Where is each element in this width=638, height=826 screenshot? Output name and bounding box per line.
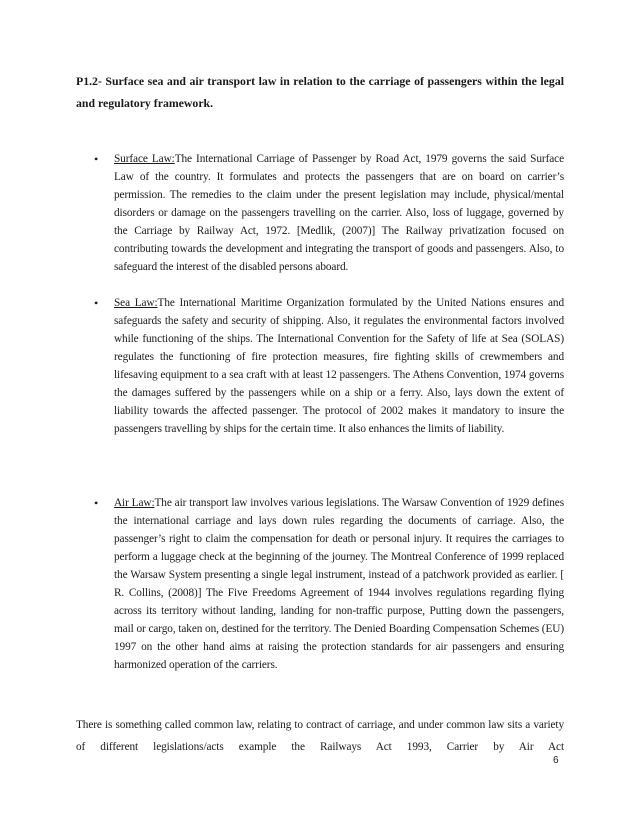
bullet-icon: • [94, 496, 99, 510]
list-item-body: The International Carriage of Passenger by Road Act, 1979 governs the said Surface Law of the country. It formulates and protects the passengers that are on board on carrier’s permission. The remedies to the claim under the present legislation may include, physical/mental disorders or damage on the passengers travelling on the carrier. Also, loss of luggage, governed by the Carriage by Railway Act, 1972. [Medlik, (2007)] The Railway privatization focused on contributing towards the development and integrating the transport of goods and passengers. Also, to safeguard the interest of the disabled persons aboard. [114, 153, 564, 273]
closing-paragraph: There is something called common law, relating to contract of carriage, and under common law sits a variety of different legislations/acts example the Railways Act 1993, Carrier by Air Act [76, 719, 564, 753]
list-item-text [114, 494, 564, 674]
list-item-text [114, 294, 564, 438]
list-item-label: Surface Law: [114, 153, 175, 165]
list-item-air-law [94, 494, 564, 674]
list-item-body: The International Maritime Organization formulated by the United Nations ensures and safeguards the safety and security of shipping. Also, it regulates the environmental factors involved while functioning of the ships. The International Convention for the Safety of life at Sea (SOLAS) regulates the functioning of fire protection measures, fire fighting skills of crewmembers and lifesaving equipment to a sea craft with at least 12 passengers. The Athens Convention, 1974 governs the damages suffered by the passengers while on a ship or a ferry. Also, lays down the extent of liability towards the affected passenger. The protocol of 2002 makes it mandatory to insure the passengers travelling by ships for the certain time. It also enhances the limits of liability. [114, 297, 564, 435]
list-item-label: Sea Law: [114, 297, 158, 309]
bullet-icon: • [94, 152, 99, 166]
list-item-sea-law [94, 294, 564, 438]
page-number: 6 [553, 755, 559, 766]
section-heading: P1.2- Surface sea and air transport law in relation to the carriage of passengers within the legal and regulatory framework. [76, 74, 564, 110]
list-item-surface-law [94, 150, 564, 276]
bullet-icon: • [94, 296, 99, 310]
list-item-body: The air transport law involves various legislations. The Warsaw Convention of 1929 defines the international carriage and lays down rules regarding the documents of carriage. Also, the passenger’s right to claim the compensation for death or personal injury. It requires the carriages to perform a luggage check at the beginning of the journey. The Montreal Conference of 1999 replaced the Warsaw System presenting a single legal instrument, instead of a patchwork provided as earlier. [ R. Collins, (2008)] The Five Freedoms Agreement of 1944 involves regulations regarding flying across its territory without landing, landing for non-traffic purpose, Putting down the passengers, mail or cargo, taken on, destined for the territory. The Denied Boarding Compensation Schemes (EU) 1997 on the other hand aims at raising the protection standards for air passengers and ensuring harmonized operation of the carriers. [114, 497, 564, 671]
list-item-text [114, 150, 564, 276]
list-item-label: Air Law: [114, 497, 155, 509]
